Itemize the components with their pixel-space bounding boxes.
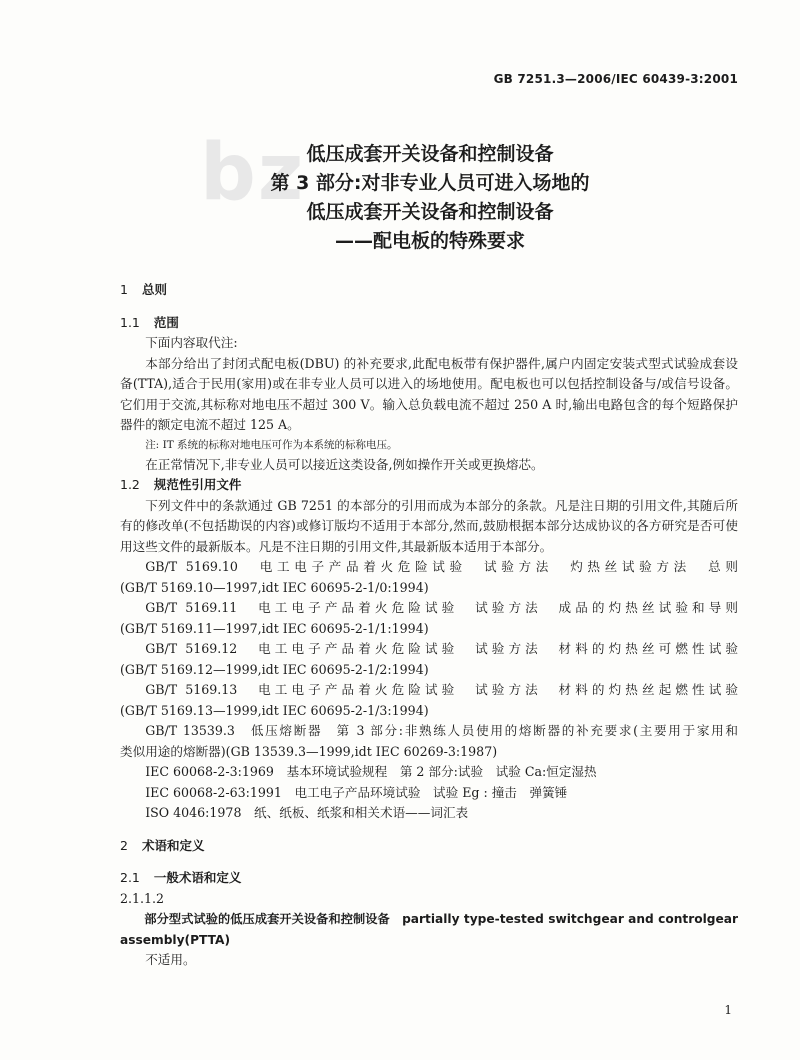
term-definition-continued: assembly(PTTA) (120, 932, 231, 947)
section-1-heading (120, 280, 738, 301)
section-title: 总则 (141, 282, 167, 297)
term-definition: 部分型式试验的低压成套开关设备和控制设备 partially type-tested switchgear and controlgear (144, 912, 738, 926)
reference-entry (120, 680, 738, 721)
section-title: 规范性引用文件 (153, 477, 242, 492)
reference-line: (GB/T 5169.10—1997,idt IEC 60695-2-1/0:1994) (120, 579, 429, 595)
paragraph: 不适用。 (145, 952, 196, 967)
reference-line: GB/T 5169.12 电工电子产品着火危险试验 试验方法 材料的灼热丝可燃性试验 (145, 641, 738, 656)
reference-entry (120, 598, 738, 639)
reference-entry (120, 639, 738, 680)
title-line-1: 低压成套开关设备和控制设备 (306, 143, 554, 165)
title-line-2: 第 3 部分:对非专业人员可进入场地的 (270, 172, 590, 194)
section-number: 1.2 (120, 477, 140, 492)
paragraph: 下面内容取代注: (145, 335, 238, 350)
paragraph: 下列文件中的条款通过 GB 7251 的本部分的引用而成为本部分的条款。凡是注日期的引用文件,其随后所有的修改单(不包括勘误的内容)或修订版均不适用于本部分,然而,鼓励根据本部分达成协议的各方研究是否可使用这些文件的最新版本。凡是不注日期的引用文件,其最新版本适用于本部分。 (120, 497, 738, 554)
section-number: 2 (120, 837, 128, 853)
reference-line: (GB/T 5169.11—1997,idt IEC 60695-2-1/1:1994) (120, 620, 429, 636)
section-number: 1 (120, 282, 128, 297)
section-2-heading (120, 836, 738, 857)
page-number: 1 (724, 1003, 732, 1017)
note: 注: IT 系统的标称对地电压可作为本系统的标称电压。 (145, 438, 398, 451)
reference-entry: IEC 60068-2-3:1969 基本环境试验规程 第 2 部分:试验 试验 Ca:恒定湿热 (145, 764, 597, 779)
title-line-3: 低压成套开关设备和控制设备 (306, 201, 554, 223)
document-title (0, 140, 800, 256)
section-title: 范围 (153, 314, 179, 330)
reference-entry: ISO 4046:1978 纸、纸板、纸浆和相关术语——词汇表 (145, 805, 469, 820)
section-1-1-heading (120, 313, 738, 334)
reference-entry (120, 721, 738, 762)
watermark-logo: bz (200, 128, 306, 218)
section-number: 2.1 (120, 870, 140, 885)
section-number: 1.1 (120, 314, 140, 330)
section-1-2-heading (120, 475, 738, 496)
reference-entry (120, 557, 738, 598)
section-title: 一般术语和定义 (153, 870, 242, 885)
document-body (120, 280, 738, 971)
reference-line: GB/T 13539.3 低压熔断器 第 3 部分:非熟练人员使用的熔断器的补充要求(主要用于家用和 (145, 723, 738, 738)
reference-line: GB/T 5169.10 电工电子产品着火危险试验 试验方法 灼热丝试验方法 总则 (145, 559, 738, 574)
reference-line: (GB/T 5169.12—1999,idt IEC 60695-2-1/2:1994) (120, 661, 429, 677)
reference-line: 类似用途的熔断器)(GB 13539.3—1999,idt IEC 60269-3:1987) (120, 743, 498, 759)
title-line-4: ——配电板的特殊要求 (334, 230, 525, 252)
reference-line: GB/T 5169.11 电工电子产品着火危险试验 试验方法 成品的灼热丝试验和导则 (145, 600, 738, 615)
section-title: 术语和定义 (141, 837, 205, 853)
reference-line: GB/T 5169.13 电工电子产品着火危险试验 试验方法 材料的灼热丝起燃性试验 (145, 682, 738, 697)
paragraph: 在正常情况下,非专业人员可以接近这类设备,例如操作开关或更换熔芯。 (145, 456, 544, 472)
standard-number-header: GB 7251.3—2006/IEC 60439-3:2001 (493, 72, 738, 86)
paragraph: 本部分给出了封闭式配电板(DBU) 的补充要求,此配电板带有保护器件,属户内固定安装式型式试验成套设备(TTA),适合于民用(家用)或在非专业人员可以进入的场地使用。配电板也可以包括控制设备与/或信号设备。它们用于交流,其标称对地电压不超过 300 V。输入总负载电流不超过 250 A 时,输出电路包含的每个短路保护器件的额定电流不超过 125 A。 (120, 355, 738, 432)
reference-line: (GB/T 5169.13—1999,idt IEC 60695-2-1/3:1994) (120, 702, 429, 718)
section-2-1-heading (120, 868, 738, 889)
section-2-1-1-2-number: 2.1.1.2 (120, 890, 165, 906)
reference-entry: IEC 60068-2-63:1991 电工电子产品环境试验 试验 Eg : 撞击 弹簧锤 (145, 784, 568, 800)
